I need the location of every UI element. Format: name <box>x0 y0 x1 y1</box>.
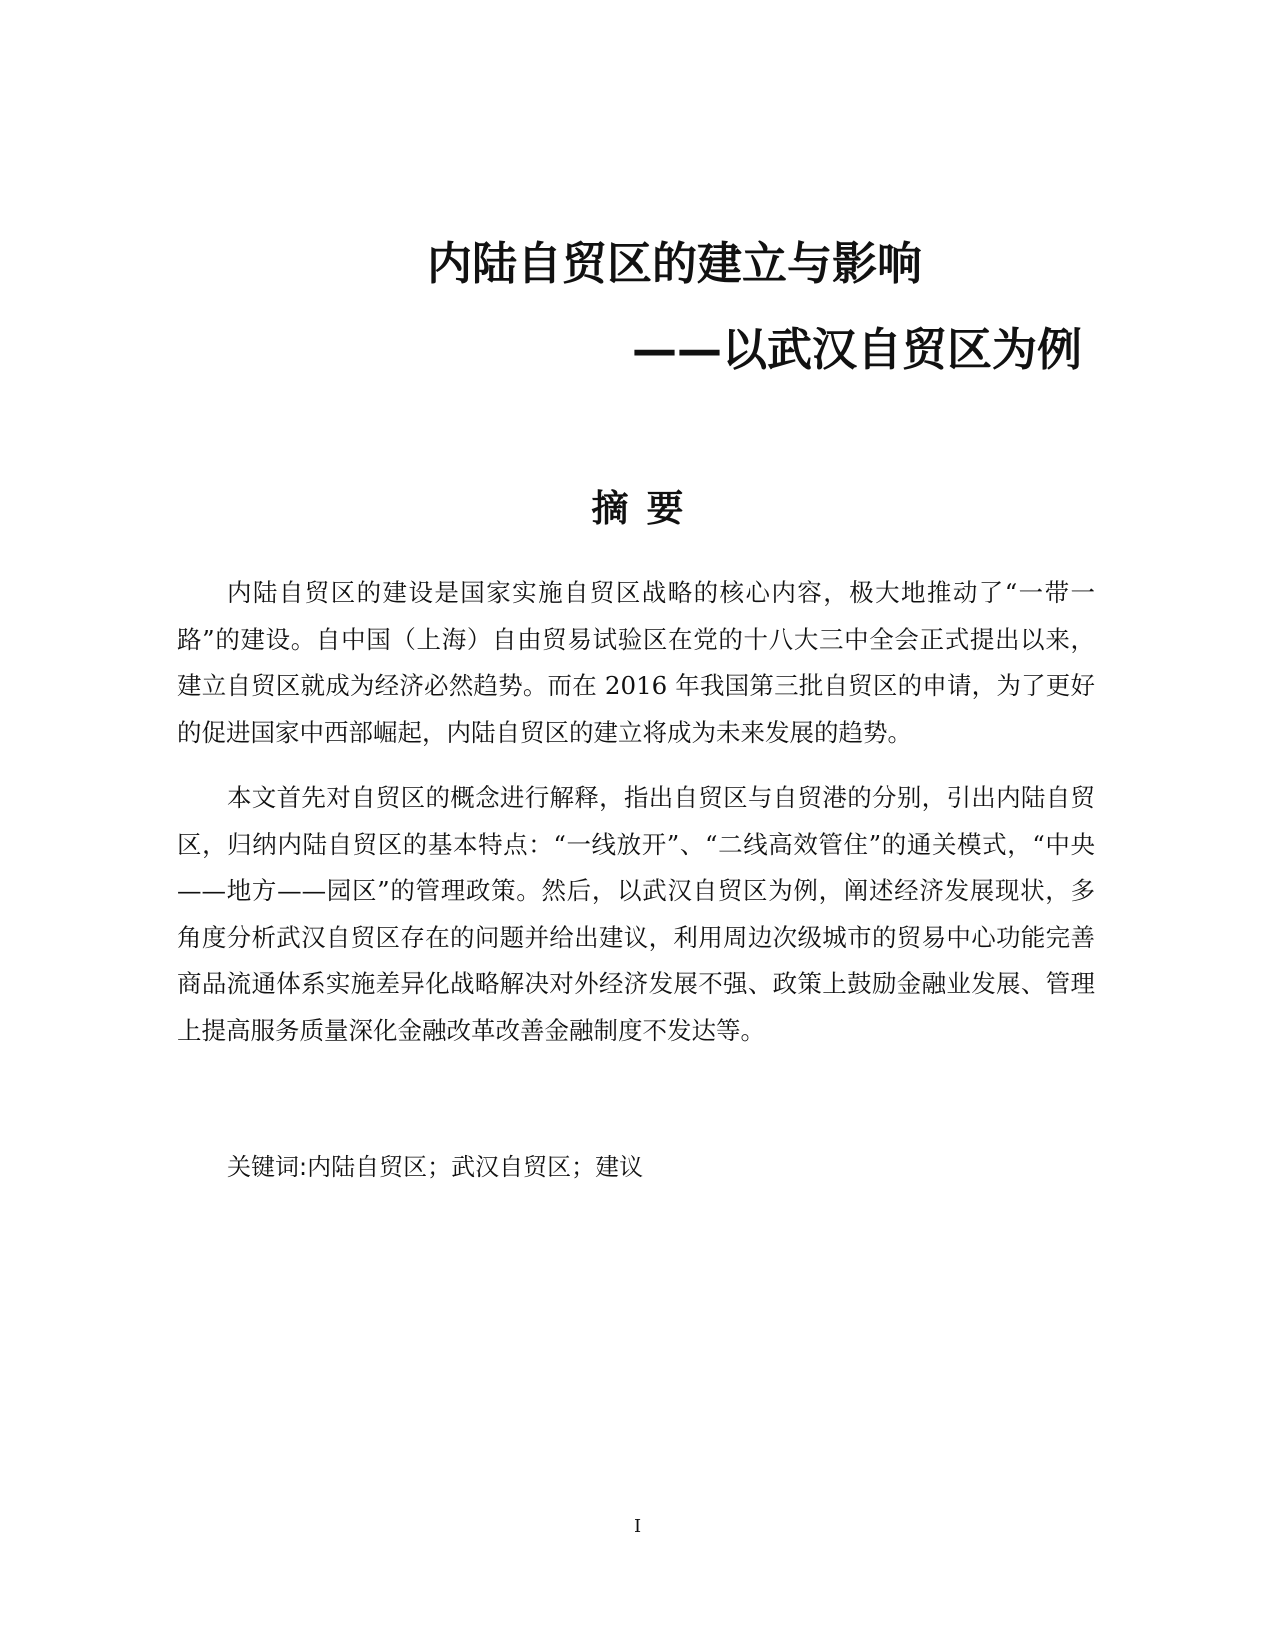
page-number: I <box>633 1516 642 1537</box>
abstract-paragraph-2: 本文首先对自贸区的概念进行解释，指出自贸区与自贸港的分别，引出内陆自贸区，归纳内陆自贸区的基本特点：“一线放开”、“二线高效管住”的通关模式，“中央——地方——园区”的管理政策。然后，以武汉自贸区为例，阐述经济发展现状，多角度分析武汉自贸区存在的问题并给出建议，利用周边次级城市的贸易中心功能完善商品流通体系实施差异化战略解决对外经济发展不强、政策上鼓励金融业发展、管理上提高服务质量深化金融改革改善金融制度不发达等。 <box>177 783 1095 1045</box>
abstract-paragraph-1: 内陆自贸区的建设是国家实施自贸区战略的核心内容，极大地推动了“一带一路”的建设。自中国（上海）自由贸易试验区在党的十八大三中全会正式提出以来，建立自贸区就成为经济必然趋势。而在 2016 年我国第三批自贸区的申请，为了更好的促进国家中西部崛起，内陆自贸区的建立将成为未来发展的趋势。 <box>177 578 1095 747</box>
page-title: 内陆自贸区的建立与影响 <box>427 237 923 290</box>
page-subtitle: ——以武汉自贸区为例 <box>632 323 1083 376</box>
keywords-label: 关键词: <box>227 1153 308 1181</box>
keywords-value: 内陆自贸区；武汉自贸区；建议 <box>307 1153 644 1181</box>
keywords-line <box>227 1147 643 1188</box>
abstract-heading: 摘要 <box>591 487 702 530</box>
